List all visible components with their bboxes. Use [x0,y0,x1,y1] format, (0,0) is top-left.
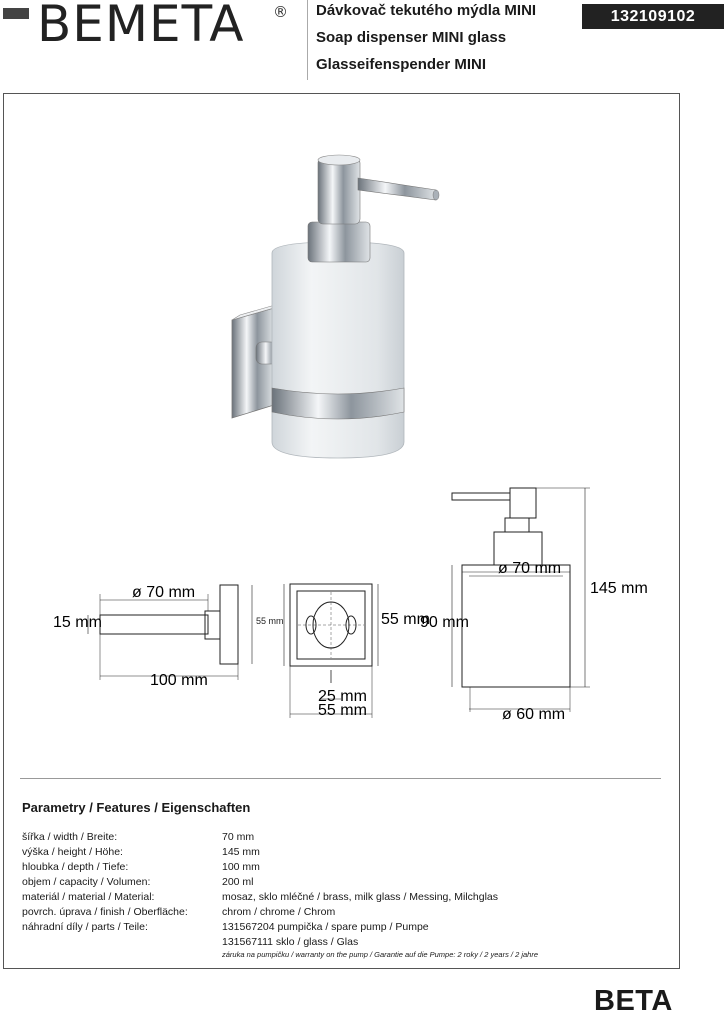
spec-value: 70 mm [222,831,255,843]
arm-outline [100,615,208,634]
warranty-note: záruka na pumpičku / warranty on the pump / Garantie auf die Pumpe: 2 roky / 2 years / 2 jahre [222,950,538,959]
technical-drawings [0,480,725,730]
dim-front-bottom-diameter: ø 60 mm [502,706,566,723]
logo-mark [3,8,29,19]
title-cz: Dávkovač tekutého mýdla MINI [316,2,537,19]
dim-plate-height-right: 55 mm [381,611,430,628]
spec-value: 131567111 sklo / glass / Glas [222,936,359,948]
spec-value: 131567204 pumpička / spare pump / Pumpe [222,921,429,933]
spec-label: hloubka / depth / Tiefe: [22,861,129,873]
wall-plate-outline [220,585,238,664]
spec-value: mosaz, sklo mléčné / brass, milk glass / Messing, Milchglas [222,891,498,903]
spec-label: šířka / width / Breite: [22,831,118,843]
dim-plate-height-left: 55 mm [256,616,284,626]
spec-value: 145 mm [222,846,260,858]
features-title: Parametry / Features / Eigenschaften [22,800,251,815]
title-de: Glasseifenspender MINI [316,56,487,73]
dim-side-thickness: 15 mm [53,614,102,631]
dim-plate-width: 55 mm [318,702,367,719]
title-en: Soap dispenser MINI glass [316,29,507,46]
spec-label: povrch. úprava / finish / Oberfläche: [22,906,188,918]
dim-plate-hole-spacing: 25 mm [318,688,367,705]
registered-mark: ® [273,3,288,21]
dim-front-top-diameter: ø 70 mm [498,560,562,577]
spec-label: materiál / material / Material: [22,891,155,903]
section-divider [20,778,661,779]
spec-label: objem / capacity / Volumen: [22,876,151,888]
bottle-outline [462,565,570,687]
header-divider [307,0,308,80]
product-code-badge: 132109102 [582,4,724,29]
series-name: BETA [594,985,673,1017]
spec-label: náhradní díly / parts / Teile: [22,921,148,933]
dim-side-length: 100 mm [150,672,208,689]
brand-name: BEMETA [37,0,245,53]
brand-logo [3,0,293,53]
spec-value: chrom / chrome / Chrom [222,906,336,918]
dim-side-diameter: ø 70 mm [132,584,196,601]
spec-label: výška / height / Höhe: [22,846,123,858]
spec-value: 100 mm [222,861,260,873]
dim-front-body-height: 90 mm [420,614,469,631]
spec-value: 200 ml [222,876,254,888]
dim-front-total-height: 145 mm [590,580,648,597]
product-photo [222,150,452,460]
